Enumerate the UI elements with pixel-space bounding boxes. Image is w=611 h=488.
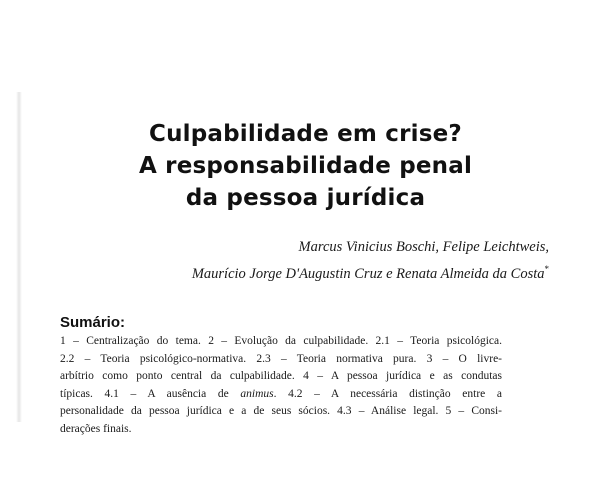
title-line-1: Culpabilidade em crise?	[149, 121, 462, 147]
article-title	[0, 118, 611, 214]
title-line-3: da pessoa jurídica	[185, 185, 426, 211]
title-line-2: A responsabilidade penal	[138, 153, 473, 179]
summary-line-4	[60, 386, 502, 404]
author-line-1: Marcus Vinicius Boschi, Felipe Leichtweis,	[298, 239, 549, 255]
summary-line-1: 1 – Centralização do tema. 2 – Evolução da culpabilidade. 2.1 – Teoria psicológica.	[60, 335, 502, 347]
author-list	[192, 236, 549, 285]
summary-body	[60, 333, 502, 439]
author-line-2	[192, 258, 549, 285]
summary-line-3: arbítrio como ponto central da culpabilidade. 4 – A pessoa jurídica e as condutas	[60, 370, 502, 383]
summary-line-5: personalidade da pessoa jurídica e a de seus sócios. 4.3 – Análise legal. 5 – Consi-	[60, 405, 502, 418]
summary-line-6: derações finais.	[60, 422, 132, 435]
summary-line-2: 2.2 – Teoria psicológico-normativa. 2.3 – Teoria normativa pura. 3 – O livre-	[60, 352, 502, 365]
author-footnote-mark: *	[544, 264, 549, 274]
author-line-2-text: Maurício Jorge D'Augustin Cruz e Renata Almeida da Costa	[191, 265, 545, 282]
summary-line-4-before: típicas. 4.1 – A ausência de	[60, 387, 241, 400]
summary-line-4-after: . 4.2 – A necessária distinção entre a	[273, 387, 503, 400]
summary-italic-animus: animus	[240, 387, 274, 400]
summary-heading: Sumário:	[60, 314, 126, 331]
